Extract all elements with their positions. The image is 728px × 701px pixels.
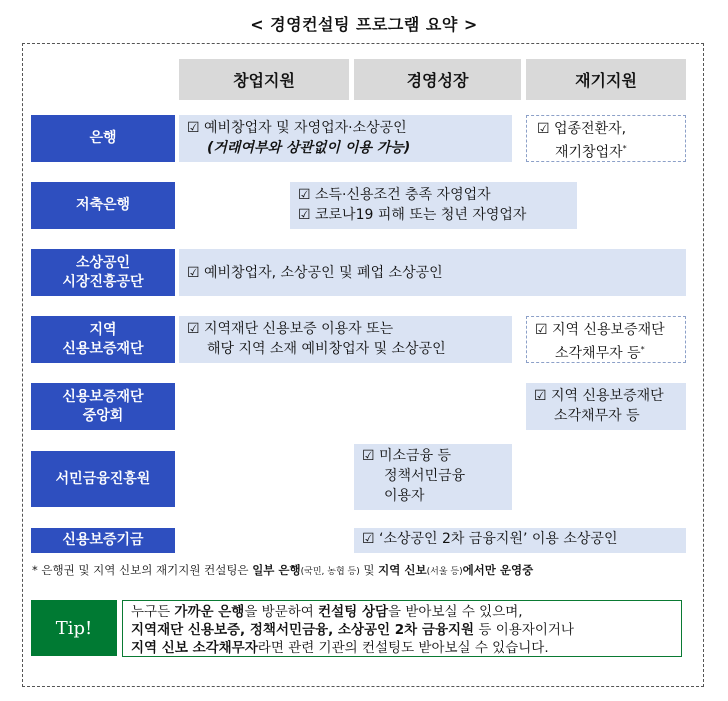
- central-restart-line1: ☑ 지역 신용보증재단: [534, 388, 664, 404]
- bank-startup-cell: [179, 115, 512, 162]
- bank-restart-cell: [526, 115, 686, 162]
- kinfa-line1: ☑ 미소금융 등: [362, 448, 452, 464]
- kodit-line1: ☑ ‘소상공인 2차 금융지원’ 이용 소상공인: [362, 530, 618, 547]
- regional-restart-line2: 소각채무자 등: [555, 345, 641, 362]
- tip-text-box: [122, 600, 682, 657]
- note-small-2: (서울 등): [426, 567, 463, 577]
- row-label-semas-line1: 소상공인: [75, 254, 131, 271]
- row-label-central-line2: 중앙회: [82, 407, 124, 424]
- semas-line1: ☑ 예비창업자, 소상공인 및 폐업 소상공인: [187, 264, 443, 281]
- central-restart-cell: [526, 383, 686, 430]
- row-label-central-foundation: [31, 383, 175, 430]
- bank-restart-line1: ☑ 업종전환자,: [537, 121, 627, 137]
- row-label-regional-line1: 지역: [89, 321, 117, 338]
- note-text-1: * 은행권 및 지역 신보의 재기지원 컨설팅은: [32, 563, 253, 577]
- column-header-growth: 경영성장: [354, 59, 521, 100]
- bank-restart-line2: 재기창업자: [555, 144, 623, 161]
- column-header-restart: 재기지원: [526, 59, 686, 100]
- kinfa-growth-cell: [354, 444, 512, 510]
- semas-cell: [179, 249, 686, 296]
- central-restart-line2: 소각채무자 등: [554, 408, 640, 424]
- bank-startup-line2: (거래여부와 상관없이 이용 가능): [207, 140, 411, 156]
- savings-growth-cell: [290, 182, 577, 229]
- row-label-semas: [31, 249, 175, 296]
- savings-line2: ☑ 코로나19 피해 또는 청년 자영업자: [298, 207, 527, 223]
- bank-startup-line1: ☑ 예비창업자 및 자영업자·소상공인: [187, 120, 407, 136]
- row-label-regional-foundation: [31, 316, 175, 363]
- column-header-startup: 창업지원: [179, 59, 349, 100]
- regional-startup-line1: ☑ 지역재단 신용보증 이용자 또는: [187, 321, 394, 337]
- kinfa-line3: 이용자: [384, 488, 425, 504]
- note-small-1: (국민, 농협 등): [300, 567, 360, 577]
- page-title: < 경영컨설팅 프로그램 요약 >: [250, 15, 478, 34]
- kinfa-line2: 정책서민금융: [384, 468, 466, 484]
- tip-badge: Tip!: [31, 600, 117, 656]
- note-text-2: 및: [359, 563, 379, 577]
- row-label-kinfa: 서민금융진흥원: [31, 451, 175, 507]
- row-label-central-line1: 신용보증재단: [62, 388, 144, 405]
- footnote-mark: *: [622, 144, 627, 153]
- row-label-semas-line2: 시장진흥공단: [62, 273, 144, 290]
- note-bold-3: 에서만 운영중: [462, 563, 534, 577]
- footnote-mark: *: [640, 345, 645, 354]
- row-label-bank: 은행: [31, 115, 175, 162]
- regional-startup-cell: [179, 316, 512, 363]
- row-label-savings-bank: 저축은행: [31, 182, 175, 229]
- regional-restart-cell: [526, 316, 686, 363]
- note-bold-2: 지역 신보: [378, 563, 427, 577]
- footnote: [32, 562, 533, 578]
- row-label-regional-line2: 신용보증재단: [62, 340, 144, 357]
- regional-restart-line1: ☑ 지역 신용보증재단: [535, 322, 665, 338]
- tip-line3: 지역 신보 소각채무자라면 관련 기관의 컨설팅도 받아보실 수 있습니다.: [131, 640, 549, 656]
- tip-line1: 누구든 가까운 은행을 방문하여 컨설팅 상담을 받아보실 수 있으며,: [131, 604, 523, 620]
- kodit-cell: [354, 528, 686, 553]
- savings-line1: ☑ 소득·신용조건 충족 자영업자: [298, 187, 491, 203]
- tip-line2: 지역재단 신용보증, 정책서민금융, 소상공인 2차 금융지원 등 이용자이거나: [131, 622, 574, 638]
- regional-startup-line2: 해당 지역 소재 예비창업자 및 소상공인: [207, 341, 446, 357]
- row-label-kodit: 신용보증기금: [31, 528, 175, 553]
- note-bold-1: 일부 은행: [252, 563, 301, 577]
